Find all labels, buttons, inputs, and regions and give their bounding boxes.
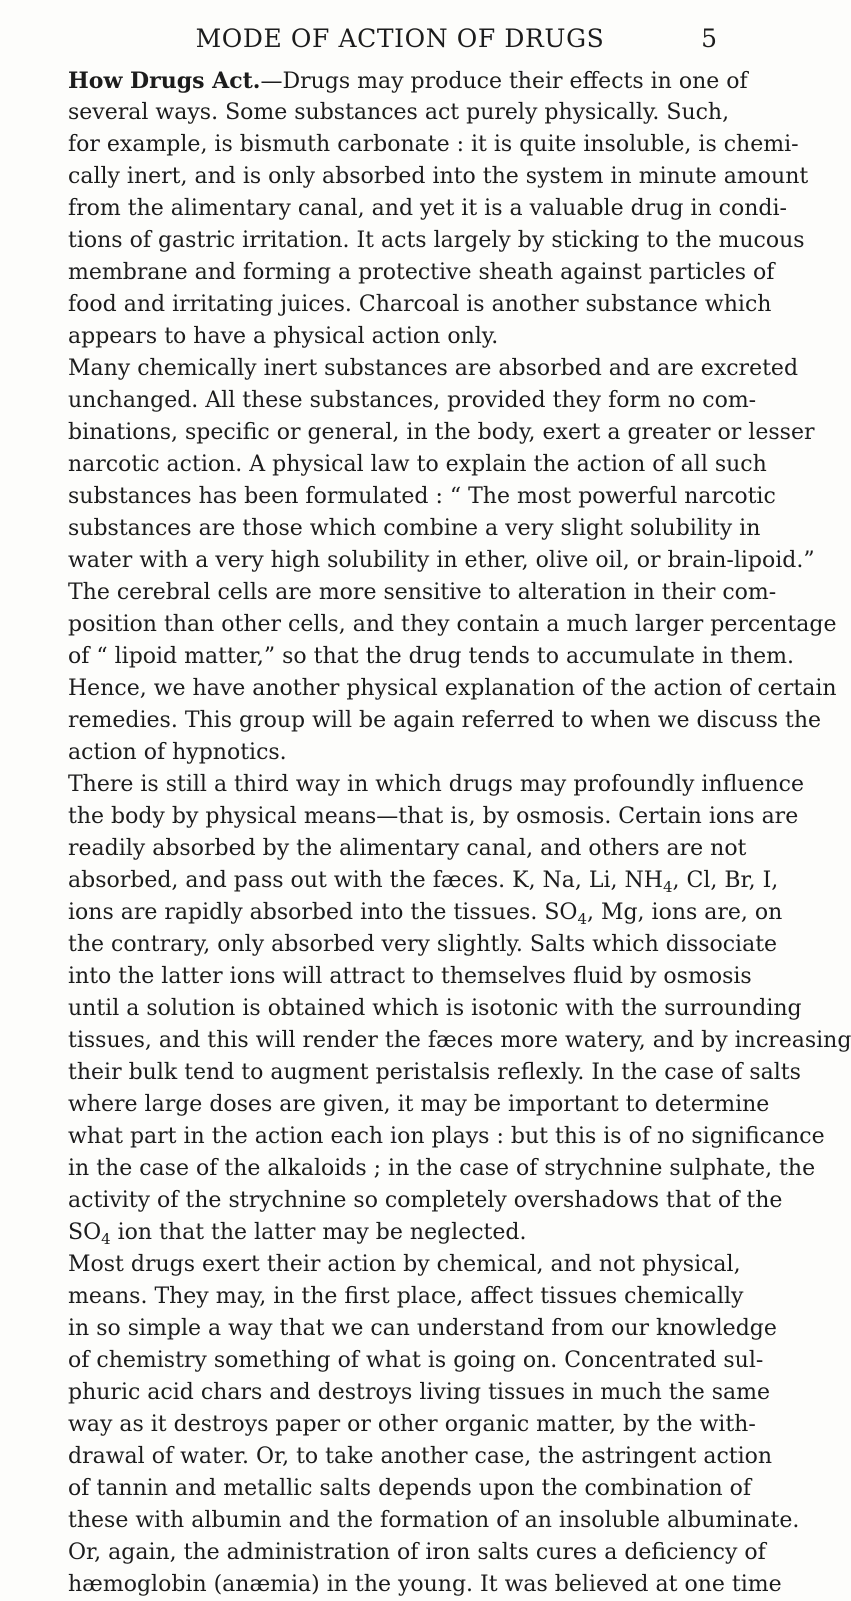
text-run: SO <box>68 1220 102 1245</box>
text-line: tissues, and this will render the fæces more watery, and by increasing <box>68 1028 851 1053</box>
text-run: , Mg, ions are, on <box>586 900 783 925</box>
text-line: action of hypnotics. <box>68 740 287 765</box>
text-line: of “ lipoid matter,” so that the drug tends to accumulate in them. <box>68 644 795 669</box>
subscript: 4 <box>101 1230 111 1249</box>
running-title: MODE OF ACTION OF DRUGS <box>195 24 605 53</box>
text-line: in the case of the alkaloids ; in the case of strychnine sulphate, the <box>68 1156 816 1181</box>
text-line: from the alimentary canal, and yet it is a valuable drug in condi- <box>68 196 787 221</box>
text-line: the contrary, only absorbed very slightly. Salts which dissociate <box>68 932 778 957</box>
text-line: until a solution is obtained which is isotonic with the surrounding <box>68 996 802 1021</box>
text-line: their bulk tend to augment peristalsis reflexly. In the case of salts <box>68 1060 801 1085</box>
text-line: unchanged. All these substances, provided they form no com- <box>68 388 757 413</box>
text-line: hæmoglobin (anæmia) in the young. It was believed at one time <box>68 1572 782 1597</box>
text-line: drawal of water. Or, to take another case, the astringent action <box>68 1444 773 1469</box>
text-line <box>68 897 783 929</box>
text-line: food and irritating juices. Charcoal is another substance which <box>68 292 772 317</box>
body-text <box>68 65 851 1601</box>
text-line: way as it destroys paper or other organic matter, by the with- <box>68 1412 756 1437</box>
text-run: ion that the latter may be neglected. <box>110 1220 527 1245</box>
text-line: what part in the action each ion plays : but this is of no significance <box>68 1124 825 1149</box>
text-line: readily absorbed by the alimentary canal, and others are not <box>68 836 747 861</box>
text-line: Hence, we have another physical explanation of the action of certain <box>68 676 837 701</box>
text-line <box>68 65 748 97</box>
page-number: 5 <box>701 24 717 53</box>
running-head <box>0 24 800 64</box>
subscript: 4 <box>577 910 587 929</box>
text-line: phuric acid chars and destroys living tissues in much the same <box>68 1380 771 1405</box>
text-line: of chemistry something of what is going on. Concentrated sul- <box>68 1348 764 1373</box>
text-line: for example, is bismuth carbonate : it is quite insoluble, is chemi- <box>68 132 799 157</box>
text-line: substances are those which combine a very slight solubility in <box>68 516 761 541</box>
text-line: Many chemically inert substances are absorbed and are excreted <box>68 356 799 381</box>
text-line: several ways. Some substances act purely physically. Such, <box>68 100 730 125</box>
text-run: , Cl, Br, I, <box>672 868 779 893</box>
text-line: activity of the strychnine so completely overshadows that of the <box>68 1188 783 1213</box>
subscript: 4 <box>662 878 673 897</box>
text-line: water with a very high solubility in ether, olive oil, or brain-lipoid.” <box>68 548 815 573</box>
text-line: where large doses are given, it may be important to determine <box>68 1092 770 1117</box>
text-line: tions of gastric irritation. It acts largely by sticking to the mucous <box>68 228 805 253</box>
text-line: the body by physical means—that is, by osmosis. Certain ions are <box>68 804 799 829</box>
text-line: of tannin and metallic salts depends upon the combination of <box>68 1476 751 1501</box>
text-line: cally inert, and is only absorbed into the system in minute amount <box>68 164 809 189</box>
text-line: remedies. This group will be again referred to when we discuss the <box>68 708 822 733</box>
text-line: Most drugs exert their action by chemical, and not physical, <box>68 1252 741 1277</box>
text-line <box>68 1217 724 1249</box>
text-line: appears to have a physical action only. <box>68 324 499 349</box>
text-run: —Drugs may produce their effects in one of <box>260 69 748 94</box>
text-line: membrane and forming a protective sheath against particles of <box>68 260 775 285</box>
text-line: narcotic action. A physical law to explain the action of all such <box>68 452 767 477</box>
text-line: There is still a third way in which drugs may profoundly influence <box>68 772 805 797</box>
section-heading: How Drugs Act. <box>68 68 261 94</box>
text-line: Or, again, the administration of iron salts cures a deficiency of <box>68 1540 766 1565</box>
text-line: The cerebral cells are more sensitive to alteration in their com- <box>68 580 777 605</box>
text-line: binations, specific or general, in the body, exert a greater or lesser <box>68 420 815 445</box>
text-line: into the latter ions will attract to themselves fluid by osmosis <box>68 964 752 989</box>
text-line: means. They may, in the first place, affect tissues chemically <box>68 1284 744 1309</box>
text-run: absorbed, and pass out with the fæces. K, Na, Li, NH <box>68 868 663 893</box>
text-line <box>68 865 779 897</box>
text-line: substances has been formulated : “ The most powerful narcotic <box>68 484 776 509</box>
text-line: in so simple a way that we can understand from our knowledge <box>68 1316 777 1341</box>
text-run: ions are rapidly absorbed into the tissues. SO <box>68 900 578 925</box>
text-line: position than other cells, and they contain a much larger percentage <box>68 612 837 637</box>
text-line: these with albumin and the formation of an insoluble albuminate. <box>68 1508 800 1533</box>
